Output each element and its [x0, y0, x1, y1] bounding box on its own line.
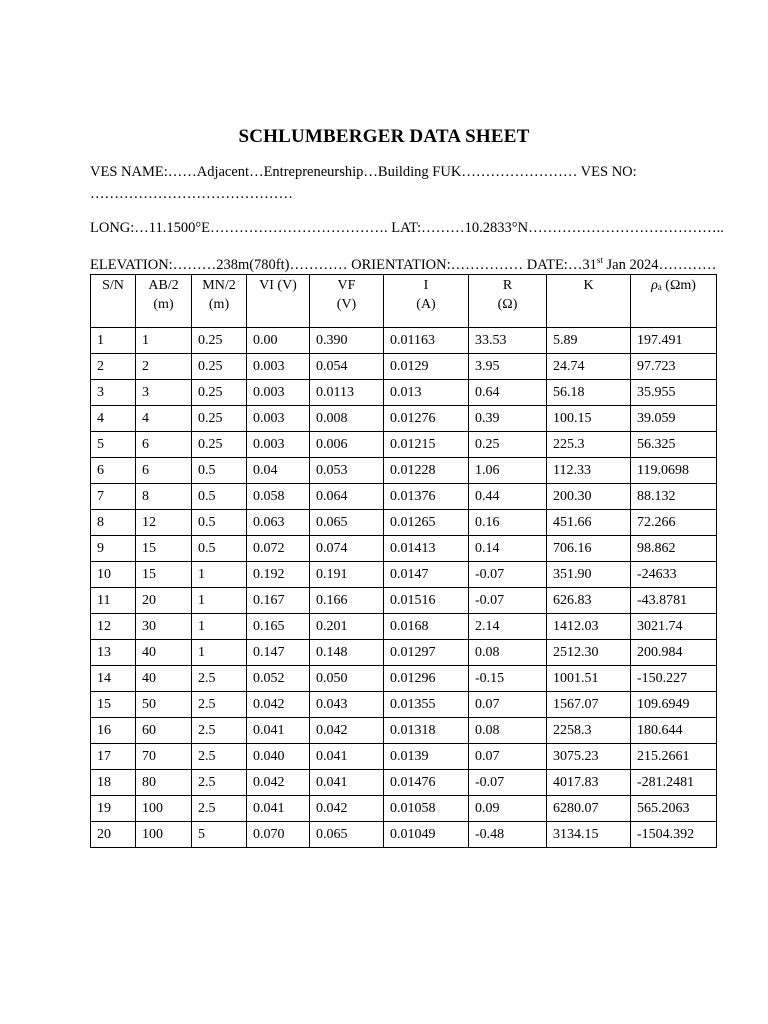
header-unit: (m) [208, 297, 230, 312]
cell-i: 0.01476 [384, 770, 469, 796]
cell-vf: 0.041 [310, 744, 384, 770]
cell-r: 3.95 [469, 354, 547, 380]
header-label: AB/2 [148, 278, 179, 293]
cell-r: 0.09 [469, 796, 547, 822]
cell-rho: 97.723 [631, 354, 717, 380]
cell-rho: 565.2063 [631, 796, 717, 822]
cell-i: 0.01516 [384, 588, 469, 614]
cell-vi: 0.04 [247, 458, 310, 484]
cell-k: 706.16 [547, 536, 631, 562]
header-label: S/N [102, 278, 124, 293]
column-header-vi [247, 275, 310, 328]
cell-sn: 4 [91, 406, 136, 432]
cell-vi: 0.072 [247, 536, 310, 562]
cell-r: 0.14 [469, 536, 547, 562]
date-text: Jan 2024………… [602, 257, 717, 273]
cell-r: 0.08 [469, 718, 547, 744]
cell-i: 0.01355 [384, 692, 469, 718]
cell-rho: 215.2661 [631, 744, 717, 770]
cell-k: 5.89 [547, 328, 631, 354]
cell-vf: 0.166 [310, 588, 384, 614]
cell-k: 2258.3 [547, 718, 631, 744]
cell-sn: 6 [91, 458, 136, 484]
cell-i: 0.01163 [384, 328, 469, 354]
cell-ab2: 12 [136, 510, 192, 536]
cell-sn: 9 [91, 536, 136, 562]
cell-mn2: 1 [192, 614, 247, 640]
elevation-line [90, 257, 716, 274]
cell-ab2: 100 [136, 796, 192, 822]
table-row [91, 718, 717, 744]
table-row [91, 354, 717, 380]
cell-vf: 0.043 [310, 692, 384, 718]
cell-vf: 0.064 [310, 484, 384, 510]
cell-sn: 1 [91, 328, 136, 354]
header-unit: (Ω) [497, 297, 518, 312]
cell-k: 100.15 [547, 406, 631, 432]
cell-mn2: 2.5 [192, 796, 247, 822]
cell-ab2: 40 [136, 640, 192, 666]
header-row [91, 275, 717, 328]
cell-vf: 0.008 [310, 406, 384, 432]
cell-k: 451.66 [547, 510, 631, 536]
cell-vi: 0.040 [247, 744, 310, 770]
cell-k: 24.74 [547, 354, 631, 380]
cell-vf: 0.006 [310, 432, 384, 458]
cell-vf: 0.054 [310, 354, 384, 380]
cell-ab2: 80 [136, 770, 192, 796]
cell-rho: 197.491 [631, 328, 717, 354]
table-row [91, 588, 717, 614]
cell-k: 200.30 [547, 484, 631, 510]
cell-vf: 0.065 [310, 510, 384, 536]
column-header-mn2 [192, 275, 247, 328]
table-row [91, 510, 717, 536]
column-header-r [469, 275, 547, 328]
cell-k: 3075.23 [547, 744, 631, 770]
cell-mn2: 2.5 [192, 770, 247, 796]
cell-k: 2512.30 [547, 640, 631, 666]
cell-rho: 39.059 [631, 406, 717, 432]
cell-vi: 0.003 [247, 380, 310, 406]
cell-k: 225.3 [547, 432, 631, 458]
cell-k: 56.18 [547, 380, 631, 406]
cell-r: 0.39 [469, 406, 547, 432]
cell-r: 0.64 [469, 380, 547, 406]
cell-r: -0.07 [469, 770, 547, 796]
cell-vf: 0.041 [310, 770, 384, 796]
cell-vi: 0.058 [247, 484, 310, 510]
cell-ab2: 6 [136, 432, 192, 458]
cell-mn2: 2.5 [192, 666, 247, 692]
cell-sn: 15 [91, 692, 136, 718]
table-row [91, 796, 717, 822]
cell-vi: 0.192 [247, 562, 310, 588]
cell-ab2: 4 [136, 406, 192, 432]
cell-rho: -150.227 [631, 666, 717, 692]
cell-r: 1.06 [469, 458, 547, 484]
table-row [91, 770, 717, 796]
cell-vi: 0.00 [247, 328, 310, 354]
header-label: I [423, 278, 429, 293]
cell-ab2: 3 [136, 380, 192, 406]
cell-i: 0.01318 [384, 718, 469, 744]
cell-mn2: 0.5 [192, 458, 247, 484]
cell-i: 0.01376 [384, 484, 469, 510]
cell-i: 0.01297 [384, 640, 469, 666]
cell-r: -0.07 [469, 562, 547, 588]
cell-i: 0.0147 [384, 562, 469, 588]
cell-ab2: 50 [136, 692, 192, 718]
cell-vf: 0.191 [310, 562, 384, 588]
table-row [91, 666, 717, 692]
column-header-ab2 [136, 275, 192, 328]
column-header-vf [310, 275, 384, 328]
cell-i: 0.01296 [384, 666, 469, 692]
table-row [91, 380, 717, 406]
cell-vi: 0.165 [247, 614, 310, 640]
cell-sn: 20 [91, 822, 136, 848]
cell-vi: 0.063 [247, 510, 310, 536]
cell-k: 1412.03 [547, 614, 631, 640]
header-unit: (m) [153, 297, 174, 312]
cell-rho: -281.2481 [631, 770, 717, 796]
cell-vf: 0.042 [310, 796, 384, 822]
cell-vf: 0.201 [310, 614, 384, 640]
cell-rho: 56.325 [631, 432, 717, 458]
cell-mn2: 0.5 [192, 510, 247, 536]
header-label: VI (V) [259, 278, 297, 293]
cell-ab2: 2 [136, 354, 192, 380]
header-unit: (A) [416, 297, 436, 312]
cell-sn: 3 [91, 380, 136, 406]
cell-r: -0.48 [469, 822, 547, 848]
cell-vf: 0.0113 [310, 380, 384, 406]
cell-r: 33.53 [469, 328, 547, 354]
cell-vi: 0.003 [247, 432, 310, 458]
table-row [91, 562, 717, 588]
cell-k: 1001.51 [547, 666, 631, 692]
cell-vi: 0.041 [247, 718, 310, 744]
cell-ab2: 40 [136, 666, 192, 692]
column-header-k [547, 275, 631, 328]
cell-i: 0.01058 [384, 796, 469, 822]
cell-sn: 5 [91, 432, 136, 458]
cell-rho: 119.0698 [631, 458, 717, 484]
cell-k: 1567.07 [547, 692, 631, 718]
cell-i: 0.01049 [384, 822, 469, 848]
cell-mn2: 0.25 [192, 328, 247, 354]
table-row [91, 484, 717, 510]
rho-unit: (Ωm) [661, 278, 696, 293]
cell-sn: 16 [91, 718, 136, 744]
cell-ab2: 100 [136, 822, 192, 848]
cell-ab2: 20 [136, 588, 192, 614]
table-row [91, 328, 717, 354]
ves-no-line: …………………………………… [90, 186, 293, 202]
cell-ab2: 6 [136, 458, 192, 484]
cell-rho: 98.862 [631, 536, 717, 562]
cell-r: 0.08 [469, 640, 547, 666]
cell-mn2: 1 [192, 640, 247, 666]
header-label: K [583, 278, 594, 293]
cell-vi: 0.042 [247, 692, 310, 718]
table-row [91, 458, 717, 484]
cell-rho: 180.644 [631, 718, 717, 744]
cell-r: 0.25 [469, 432, 547, 458]
elevation-text: ELEVATION:………238m(780ft)………… ORIENTATION:…………… DATE:…31 [90, 257, 597, 273]
cell-mn2: 2.5 [192, 744, 247, 770]
column-header-rho [631, 275, 717, 328]
rho-subscript: a [657, 282, 662, 292]
cell-sn: 11 [91, 588, 136, 614]
cell-mn2: 2.5 [192, 692, 247, 718]
cell-r: 0.16 [469, 510, 547, 536]
header-label: MN/2 [202, 278, 236, 293]
cell-vf: 0.390 [310, 328, 384, 354]
cell-ab2: 60 [136, 718, 192, 744]
cell-vi: 0.042 [247, 770, 310, 796]
cell-sn: 19 [91, 796, 136, 822]
table-row [91, 432, 717, 458]
cell-r: -0.15 [469, 666, 547, 692]
cell-sn: 8 [91, 510, 136, 536]
cell-ab2: 15 [136, 562, 192, 588]
cell-i: 0.01215 [384, 432, 469, 458]
table-row [91, 692, 717, 718]
cell-mn2: 0.5 [192, 484, 247, 510]
cell-i: 0.0168 [384, 614, 469, 640]
cell-sn: 2 [91, 354, 136, 380]
cell-ab2: 30 [136, 614, 192, 640]
header-label: VF [337, 278, 356, 293]
table-row [91, 822, 717, 848]
table-row [91, 536, 717, 562]
cell-mn2: 5 [192, 822, 247, 848]
cell-rho: -1504.392 [631, 822, 717, 848]
cell-mn2: 0.25 [192, 432, 247, 458]
cell-i: 0.0139 [384, 744, 469, 770]
page-title: SCHLUMBERGER DATA SHEET [238, 126, 530, 147]
cell-i: 0.01228 [384, 458, 469, 484]
column-header-i [384, 275, 469, 328]
cell-vf: 0.050 [310, 666, 384, 692]
cell-sn: 17 [91, 744, 136, 770]
cell-mn2: 1 [192, 562, 247, 588]
cell-rho: 109.6949 [631, 692, 717, 718]
cell-vi: 0.167 [247, 588, 310, 614]
cell-i: 0.01276 [384, 406, 469, 432]
table-row [91, 406, 717, 432]
cell-k: 112.33 [547, 458, 631, 484]
cell-ab2: 8 [136, 484, 192, 510]
cell-rho: 72.266 [631, 510, 717, 536]
cell-mn2: 0.5 [192, 536, 247, 562]
cell-vi: 0.070 [247, 822, 310, 848]
coordinates-line: LONG:…11.1500°E………………………………. LAT:………10.2833°N………………………………….. [90, 220, 724, 236]
header-label: R [502, 278, 513, 293]
cell-rho: 3021.74 [631, 614, 717, 640]
ves-name-line: VES NAME:……Adjacent…Entrepreneurship…Building FUK…………………… VES NO: [90, 164, 637, 180]
cell-sn: 18 [91, 770, 136, 796]
cell-rho: 88.132 [631, 484, 717, 510]
cell-ab2: 1 [136, 328, 192, 354]
date-suffix: st [596, 255, 603, 265]
cell-k: 4017.83 [547, 770, 631, 796]
table-row [91, 614, 717, 640]
cell-vi: 0.041 [247, 796, 310, 822]
data-table [90, 274, 717, 848]
cell-k: 3134.15 [547, 822, 631, 848]
cell-sn: 13 [91, 640, 136, 666]
cell-i: 0.013 [384, 380, 469, 406]
cell-sn: 10 [91, 562, 136, 588]
cell-r: 0.07 [469, 692, 547, 718]
column-header-sn [91, 275, 136, 328]
cell-sn: 14 [91, 666, 136, 692]
rho-symbol: ρ [651, 278, 658, 293]
cell-mn2: 2.5 [192, 718, 247, 744]
cell-sn: 12 [91, 614, 136, 640]
cell-r: 0.44 [469, 484, 547, 510]
cell-vi: 0.003 [247, 406, 310, 432]
cell-vi: 0.003 [247, 354, 310, 380]
cell-rho: -43.8781 [631, 588, 717, 614]
cell-ab2: 70 [136, 744, 192, 770]
cell-vf: 0.148 [310, 640, 384, 666]
cell-ab2: 15 [136, 536, 192, 562]
cell-mn2: 0.25 [192, 354, 247, 380]
cell-vi: 0.147 [247, 640, 310, 666]
table-row [91, 744, 717, 770]
cell-sn: 7 [91, 484, 136, 510]
cell-rho: -24633 [631, 562, 717, 588]
cell-r: 2.14 [469, 614, 547, 640]
cell-mn2: 0.25 [192, 406, 247, 432]
cell-vf: 0.074 [310, 536, 384, 562]
cell-r: -0.07 [469, 588, 547, 614]
cell-vf: 0.042 [310, 718, 384, 744]
cell-rho: 200.984 [631, 640, 717, 666]
cell-mn2: 1 [192, 588, 247, 614]
cell-rho: 35.955 [631, 380, 717, 406]
cell-i: 0.0129 [384, 354, 469, 380]
cell-k: 626.83 [547, 588, 631, 614]
cell-vi: 0.052 [247, 666, 310, 692]
cell-vf: 0.065 [310, 822, 384, 848]
header-unit: (V) [336, 297, 357, 312]
cell-k: 6280.07 [547, 796, 631, 822]
cell-i: 0.01413 [384, 536, 469, 562]
cell-i: 0.01265 [384, 510, 469, 536]
cell-vf: 0.053 [310, 458, 384, 484]
cell-r: 0.07 [469, 744, 547, 770]
table-row [91, 640, 717, 666]
cell-k: 351.90 [547, 562, 631, 588]
cell-mn2: 0.25 [192, 380, 247, 406]
